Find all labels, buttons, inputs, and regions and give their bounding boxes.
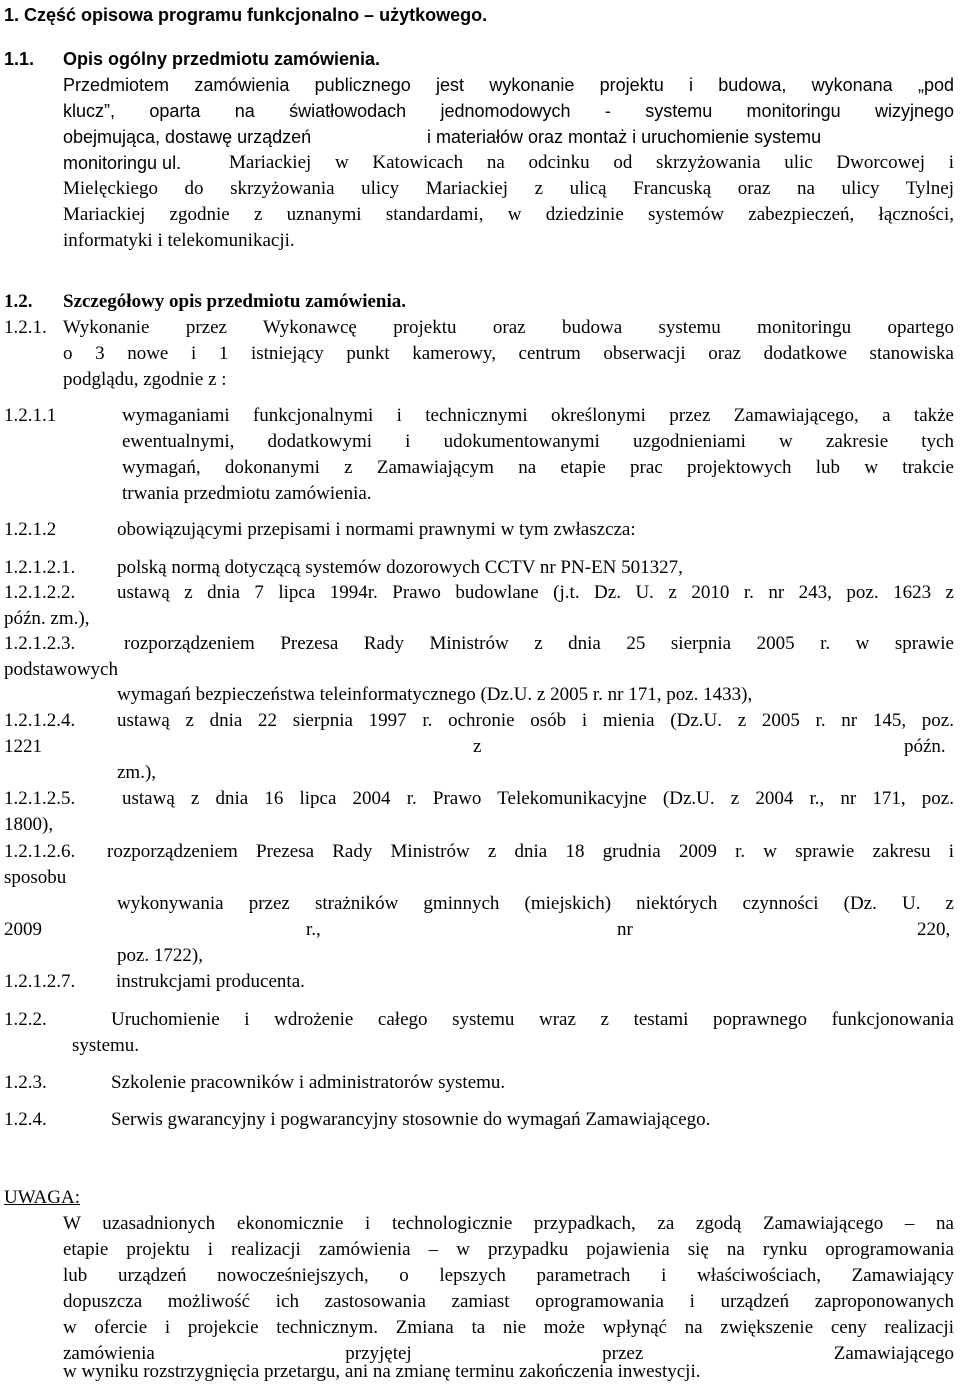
law-4-number: 1.2.1.2.4. <box>4 710 76 731</box>
section-1-1-number: 1.1. <box>4 49 35 69</box>
document-title: 1. Część opisowa programu funkcjonalno – użytkowego. <box>4 5 488 25</box>
section-1-2-1-1-line: wymaganiami funkcjonalnymi i technicznymi określonymi przez Zamawiającego, a także <box>122 405 954 426</box>
section-1-2-1-1-line: wymagań, dokonanymi z Zamawiającym na etapie prac projektowych lub w trakcie <box>122 457 954 478</box>
section-1-2-title: Szczegółowy opis przedmiotu zamówienia. <box>63 291 407 312</box>
note-line: dopuszcza możliwość ich zastosowania zamiast oprogramowania i urządzeń zaproponowanych <box>63 1291 954 1312</box>
section-1-2-1-1-line: ewentualnymi, dodatkowymi i udokumentowanymi uzgodnieniami w zakresie tych <box>122 431 954 452</box>
law-6-continuation: wykonywania przez strażników gminnych (miejskich) niektórych czynności (Dz. U. z <box>117 893 954 914</box>
note-line: w ofercie i projekcie technicznym. Zmiana ta nie może wpłynąć na zwiększenie ceny realizacji <box>63 1317 954 1338</box>
law-4-text: ustawą z dnia 22 sierpnia 1997 r. ochronie osób i mienia (Dz.U. z 2005 r. nr 145, poz. <box>117 710 954 731</box>
section-1-2-1-line: o 3 nowe i 1 istniejący punkt kamerowy, centrum obserwacji oraz dodatkowe stanowiska <box>63 343 954 364</box>
law-3-number: 1.2.1.2.3. <box>4 633 76 654</box>
section-1-1-line: obejmująca, dostawę urządzeń <box>63 127 312 147</box>
law-2-continuation: późn. zm.), <box>4 608 90 629</box>
law-7-text: instrukcjami producenta. <box>116 971 305 992</box>
law-2-text: ustawą z dnia 7 lipca 1994r. Prawo budowlane (j.t. Dz. U. z 2010 r. nr 243, poz. 1623 z <box>117 582 954 603</box>
section-1-2-2-line: Uruchomienie i wdrożenie całego systemu wraz z testami poprawnego funkcjonowania <box>111 1009 954 1030</box>
law-5-number: 1.2.1.2.5. <box>4 788 76 809</box>
section-1-2-2-line: systemu. <box>72 1035 140 1056</box>
law-6-continuation: nr <box>617 919 633 940</box>
law-6-continuation: 2009 <box>4 919 42 940</box>
section-1-1-line: Mariackiej zgodnie z uznanymi standardami, w dziedzinie systemów zabezpieczeń, łączności, <box>63 204 954 225</box>
section-1-2-4-text: Serwis gwarancyjny i pogwarancyjny stosownie do wymagań Zamawiającego. <box>111 1109 711 1130</box>
section-1-2-1-2-text: obowiązującymi przepisami i normami prawnymi w tym zwłaszcza: <box>117 519 636 540</box>
section-1-2-1-1-line: trwania przedmiotu zamówienia. <box>122 483 372 504</box>
section-1-2-3-text: Szkolenie pracowników i administratorów systemu. <box>111 1072 506 1093</box>
section-1-2-1-2-number: 1.2.1.2 <box>4 519 57 540</box>
section-1-1-line: i materiałów oraz montaż i uruchomienie systemu <box>427 127 822 147</box>
section-1-1-line: Mielęckiego do skrzyżowania ulicy Mariackiej z ulicą Francuską oraz na ulicy Tylnej <box>63 178 954 199</box>
section-1-1-line: Przedmiotem zamówienia publicznego jest wykonanie projektu i budowa, wykonana „pod <box>63 75 954 95</box>
law-1-text: polską normą dotyczącą systemów dozorowych CCTV nr PN-EN 501327, <box>117 557 683 578</box>
law-3-continuation: wymagań bezpieczeństwa teleinformatycznego (Dz.U. z 2005 r. nr 171, poz. 1433), <box>117 684 753 705</box>
law-4-continuation: z <box>473 736 482 757</box>
law-4-continuation: zm.), <box>117 762 157 783</box>
section-1-1-line: informatyki i telekomunikacji. <box>63 230 295 251</box>
section-1-1-line: Mariackiej w Katowicach na odcinku od skrzyżowania ulic Dworcowej i <box>229 152 954 173</box>
section-1-1-line: klucz”, oparta na światłowodach jednomodowych - systemu monitoringu wizyjnego <box>63 101 954 121</box>
law-3-text: rozporządzeniem Prezesa Rady Ministrów z dnia 25 sierpnia 2005 r. w sprawie <box>124 633 954 654</box>
section-1-1-title: Opis ogólny przedmiotu zamówienia. <box>63 49 381 69</box>
section-1-2-1-1-number: 1.2.1.1 <box>4 405 57 426</box>
section-1-2-1-line: Wykonanie przez Wykonawcę projektu oraz budowa systemu monitoringu opartego <box>63 317 954 338</box>
law-5-continuation: 1800), <box>4 814 54 835</box>
note-line: etapie projektu i realizacji zamówienia – w przypadku pojawienia się na rynku oprogramowania <box>63 1239 954 1260</box>
note-line: lub urządzeń nowocześniejszych, o lepszych parametrach i właściwościach, Zamawiający <box>63 1265 954 1286</box>
note-line: w wyniku rozstrzygnięcia przetargu, ani na zmianę terminu zakończenia inwestycji. <box>63 1361 701 1382</box>
law-5-text: ustawą z dnia 16 lipca 2004 r. Prawo Telekomunikacyjne (Dz.U. z 2004 r., nr 171, poz. <box>122 788 954 809</box>
section-1-1-line: monitoringu ul. <box>63 153 182 173</box>
law-6-continuation: r., <box>306 919 321 940</box>
note-line: zamówienia przyjętej przez Zamawiającego <box>63 1343 954 1364</box>
law-6-continuation: 220, <box>917 919 951 940</box>
section-1-2-2-number: 1.2.2. <box>4 1009 47 1030</box>
section-1-2-1-line: podglądu, zgodnie z : <box>63 369 227 390</box>
law-6-continuation: poz. 1722), <box>117 945 204 966</box>
law-6-number: 1.2.1.2.6. <box>4 841 76 862</box>
law-4-continuation: 1221 <box>4 736 42 757</box>
law-4-continuation: późn. <box>904 736 946 757</box>
law-6-continuation: sposobu <box>4 867 67 888</box>
law-7-number: 1.2.1.2.7. <box>4 971 76 992</box>
note-line: W uzasadnionych ekonomicznie i technologicznie przypadkach, za zgodą Zamawiającego – na <box>63 1213 954 1234</box>
section-1-2-number: 1.2. <box>4 291 33 312</box>
law-1-number: 1.2.1.2.1. <box>4 557 76 578</box>
note-label: UWAGA: <box>4 1187 80 1208</box>
section-1-2-1-number: 1.2.1. <box>4 317 47 338</box>
law-3-continuation: podstawowych <box>4 659 118 680</box>
law-2-number: 1.2.1.2.2. <box>4 582 76 603</box>
section-1-2-3-number: 1.2.3. <box>4 1072 47 1093</box>
law-6-text: rozporządzeniem Prezesa Rady Ministrów z dnia 18 grudnia 2009 r. w sprawie zakresu i <box>107 841 954 862</box>
section-1-2-4-number: 1.2.4. <box>4 1109 47 1130</box>
